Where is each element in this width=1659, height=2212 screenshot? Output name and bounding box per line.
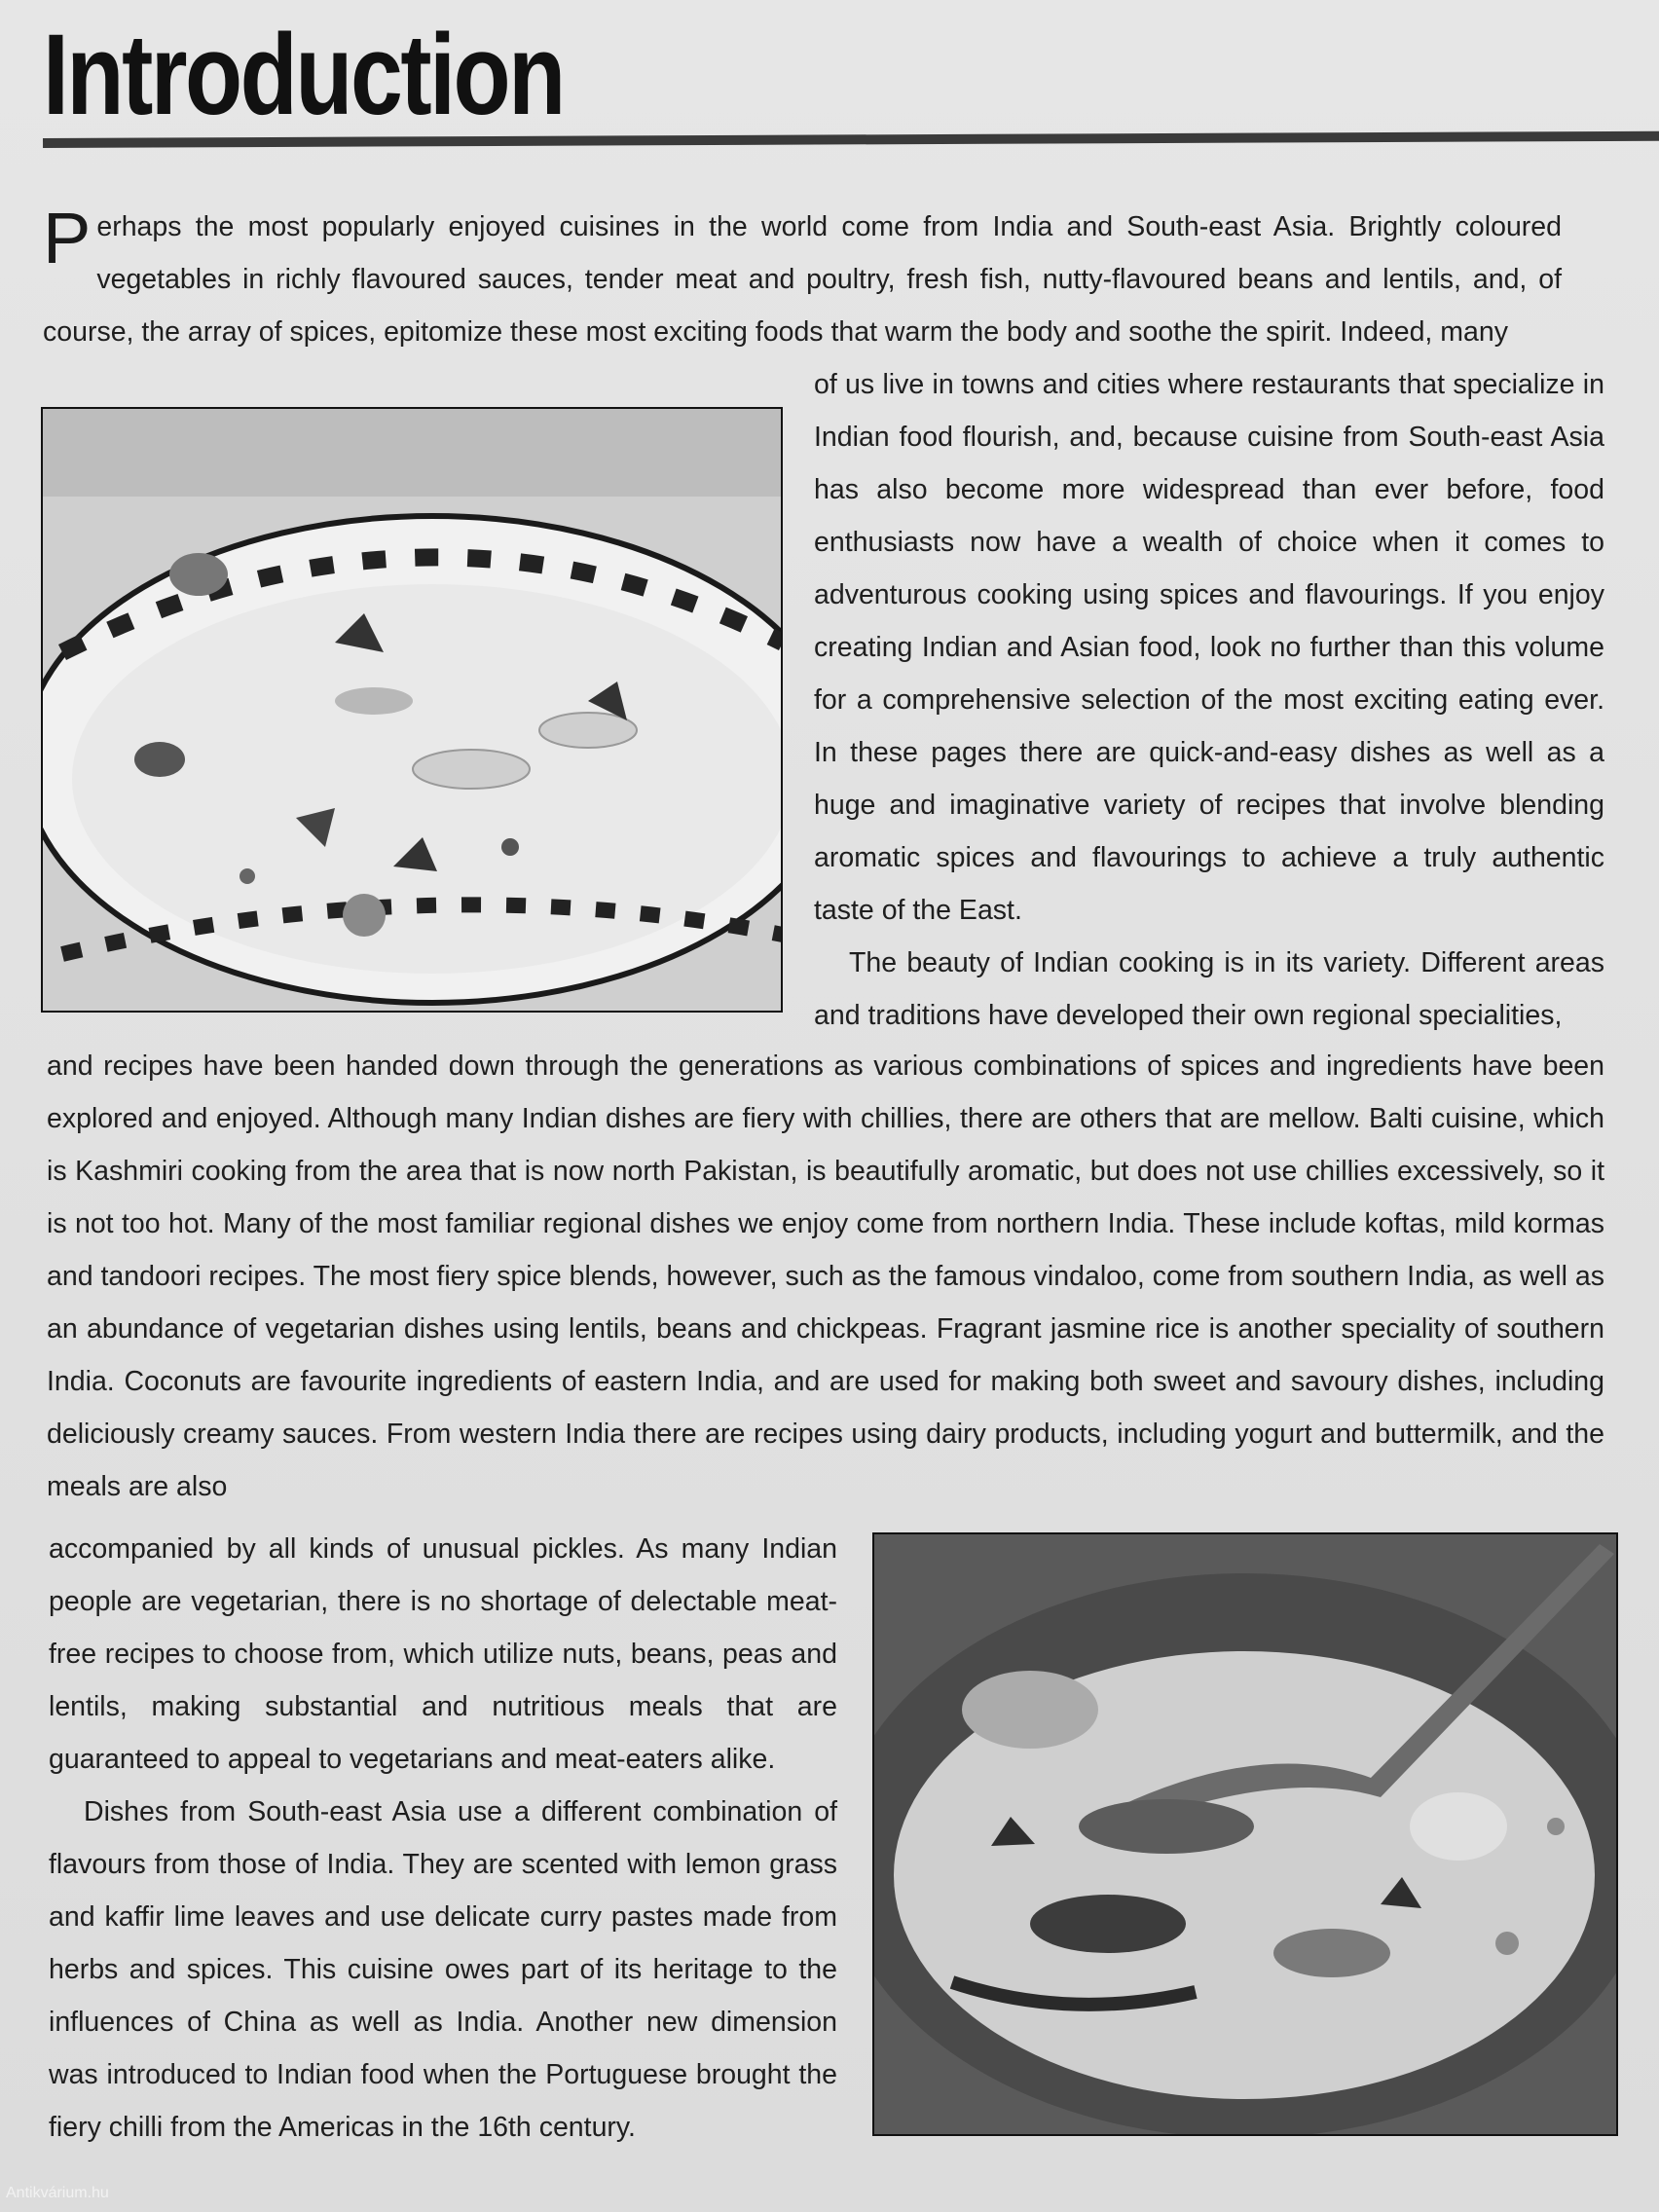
curry-bowl-photo [41,407,783,1013]
intro-paragraph-continued [814,358,1604,1042]
para1-cont-text: of us live in towns and cities where restaurants that specialize in Indian food flourish, and, because cuisine from South-east Asia has also become more widespread than ever before, food enthusiasts now have a wealth of choice when it comes to adventurous cooking using spices and flavourings. If you enjoy creating Indian and Asian food, look no further than this volume for a comprehensive selection of the most exciting eating ever. In these pages there are quick-and-easy dishes as well as a huge and imaginative variety of recipes that involve blending aromatic spices and flavourings to achieve a truly authentic taste of the East. [814,369,1604,926]
regional-paragraph [47,1040,1604,1513]
para2-cont-text: and recipes have been handed down through the generations as various combinations of spices and ingredients have been explored and enjoyed. Although many Indian dishes are fiery with chillies, there are others that are mellow. Balti cuisine, which is Kashmiri cooking from the area that is now north Pakistan, is beautifully aromatic, but does not use chillies excessively, so it is not too hot. Many of the most familiar regional dishes we enjoy come from northern India. These include koftas, mild kormas and tandoori recipes. The most fiery spice blends, however, such as the famous vindaloo, come from southern India, as well as an abundance of vegetarian dishes using lentils, beans and chickpeas. Fragrant jasmine rice is another speciality of southern India. Coconuts are favourite ingredients of eastern India, and are used for making both sweet and savoury dishes, including deliciously creamy sauces. From western India there are recipes using dairy products, including yogurt and buttermilk, and the meals are also [47,1051,1604,1502]
curry-bowl-spoon-photo [872,1532,1618,2136]
para1-lead-text: erhaps the most popularly enjoyed cuisines in the world come from India and South-east Asia. Brightly coloured vegetables in richly flavoured sauces, tender meat and poultry, fresh fish, nutty-flavoured beans and lentils, and, of course, the array of spices, epitomize these most exciting foods that warm the body and soothe the spirit. Indeed, many [43,211,1562,348]
page-title: Introduction [43,11,564,139]
curry-bowl-icon [43,409,781,1011]
para3-text: Dishes from South-east Asia use a different combination of flavours from those of India. They are scented with lemon grass and kaffir lime leaves and use delicate curry pastes made from herbs and spices. This cuisine owes part of its heritage to the influences of China as well as India. Another new dimension was introduced to Indian food when the Portuguese brought the fiery chilli from the Americas in the 16th century. [49,1796,837,2143]
para2-end-text: accompanied by all kinds of unusual pickles. As many Indian people are vegetarian, there is no shortage of delectable meat-free recipes to choose from, which utilize nuts, beans, peas and lentils, making substantial and nutritious meals that are guaranteed to appeal to vegetarians and meat-eaters alike. [49,1533,837,1775]
intro-paragraph-lead [43,198,1562,358]
para2-lead-text: The beauty of Indian cooking is in its variety. Different areas and traditions have developed their own regional specialities, [814,947,1604,1031]
asia-paragraph [49,1523,837,2154]
drop-cap: P [43,198,92,278]
curry-spoon-icon [874,1534,1616,2134]
watermark: Antikvárium.hu [6,2185,109,2201]
